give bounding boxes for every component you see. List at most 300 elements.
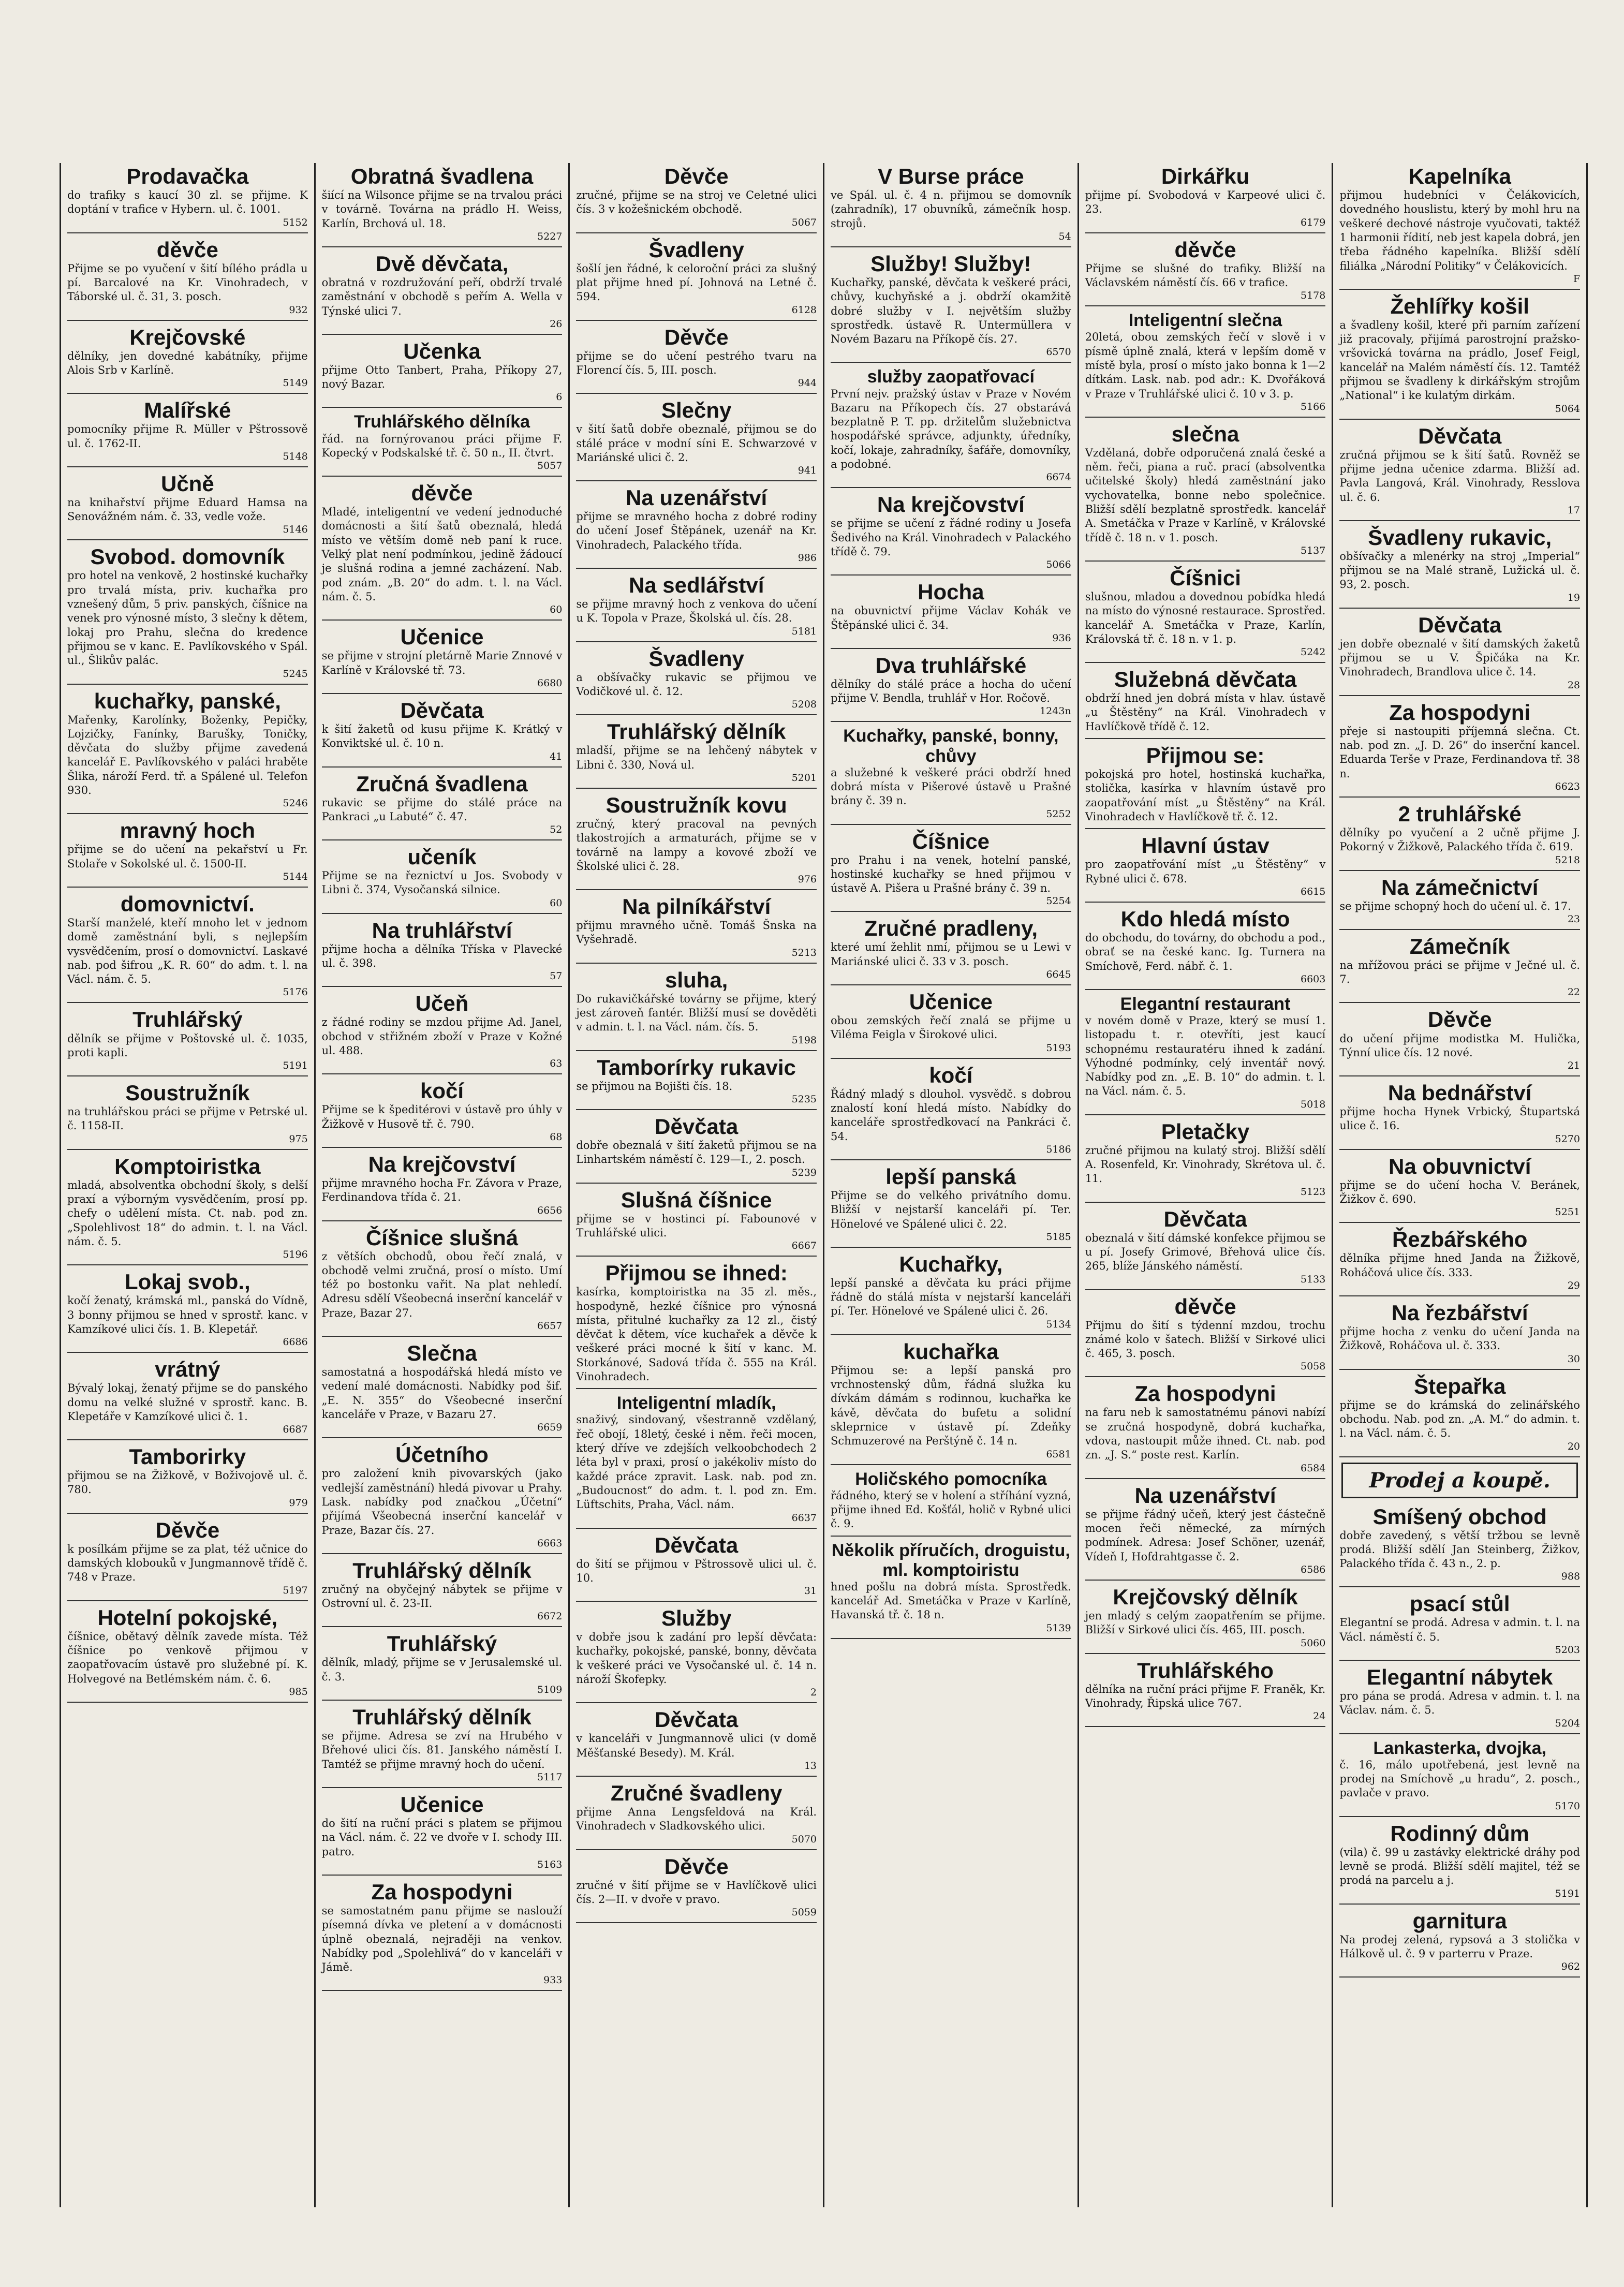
classified-ad (322, 1151, 563, 1221)
ad-text: Přijme se slušné do trafiky. Bližší na Václavském náměstí čís. 66 v trafice. (1085, 262, 1326, 289)
ad-text: pro pána se prodá. Adresa v admin. t. l. na Václav. nám. č. 5. (1339, 1690, 1581, 1717)
ad-text: Řádný mladý s dlouhol. vysvědč. s dobrou znalostí koní hledá místo. Nabídky do kanceláře sprostředkovací na Pankráci č. 54. (831, 1087, 1071, 1143)
ad-number: 6584 (1301, 1462, 1326, 1474)
ad-number: 30 (1567, 1353, 1581, 1365)
ad-text: kasírka, komptoiristka na 35 zl. měs., hospodyně, hezké číšnice pro výnosná místa, přitulné kuchařky za 12 zl., čistý děvčat k dětem, více kuchařek a děvče k veškeré práci mocné k šití v kanc. M. Storkánové, Sadová třída č. 555 na Král. Vinohradech. (576, 1286, 817, 1383)
ad-number: 5123 (1301, 1186, 1326, 1198)
ad-heading: Učně (160, 471, 214, 496)
classified-ad (1085, 993, 1326, 1115)
classified-ad (831, 1251, 1071, 1335)
classified-ad (576, 324, 817, 394)
ad-heading: Dvě děvčata, (375, 251, 509, 276)
ad-heading: Lokaj svob., (124, 1270, 250, 1294)
classified-ad (1085, 1657, 1326, 1728)
ad-text: dělníka přijme hned Janda na Žižkově, Roháčová ulice čís. 333. (1339, 1252, 1581, 1279)
ad-number: 5181 (791, 625, 817, 637)
ad-heading: kuchařka (903, 1339, 999, 1364)
classified-ad (576, 163, 817, 233)
classified-ad (1085, 666, 1326, 739)
ad-text: Do rukavičkářské továrny se přijme, který jest zároveň fantér. Bližší musí se dověděti v admin. t. l. na Václ. nám. čís. 5. (576, 992, 817, 1034)
ad-text: z řádné rodiny se mzdou přijme Ad. Janel, obchod v střižném zboží v Praze v Kožné ul. 488. (321, 1016, 563, 1057)
ad-heading: Na uzenářství (626, 485, 767, 510)
ad-number: 932 (289, 304, 308, 316)
ad-heading: Na truhlářství (372, 918, 512, 942)
ad-number: 979 (289, 1497, 308, 1509)
classified-ad (322, 1704, 563, 1788)
ad-number: 5139 (1046, 1622, 1071, 1634)
classified-ad (576, 572, 817, 642)
ad-number: 5070 (791, 1833, 817, 1845)
classified-ad (1085, 237, 1326, 307)
classified-ad (576, 1260, 817, 1389)
ad-heading: Děvče (1427, 1007, 1492, 1032)
ad-text: dělníky po vyučení a 2 učně přijme J. Pokorný v Žižkově, Palackého třída č. 619. (1339, 826, 1581, 853)
ad-number: 28 (1567, 679, 1581, 691)
ad-text: dělník se přijme v Poštovské ul. č. 1035, proti kapli. (67, 1032, 308, 1059)
ad-text: Přijme se na řeznictví u Jos. Svobody v Libni č. 374, Vysočanská silnice. (321, 869, 563, 896)
ad-heading: Učenice (400, 1792, 484, 1817)
column-4 (824, 163, 1079, 2207)
classified-ad (1339, 1300, 1580, 1370)
ad-number: 63 (550, 1058, 563, 1070)
classified-ad (1339, 1503, 1580, 1588)
ad-number: 13 (804, 1760, 817, 1772)
ad-number: 20 (1567, 1440, 1581, 1452)
ad-text: Přijmu do šití s týdenní mzdou, trochu známé kolo v šatech. Bližší v Sirkové ulici č. 465, 3. posch. (1085, 1319, 1326, 1360)
ad-number: 57 (550, 970, 563, 982)
ad-text: Mladé, inteligentní ve vedení jednoduché domácnosti a šití šatů obeznalá, hledá místo ve větším domě neb paní k ruce. Velký plat není podmínkou, jedině žádoucí je slušná rodina a jemné zacházení. Nab. pod znám. „B. 20“ do adm. t. l. na Václ. nám. č. 5. (321, 506, 563, 603)
classified-ad (67, 1604, 308, 1703)
ad-number: 5146 (283, 524, 308, 536)
ad-text: přijme Otto Tanbert, Praha, Příkopy 27, nový Bazar. (321, 363, 563, 391)
ad-number: 975 (289, 1133, 308, 1145)
ad-heading: Kdo hledá místo (1120, 906, 1290, 931)
ad-number: 5060 (1301, 1637, 1326, 1649)
ad-number: 976 (798, 874, 817, 886)
ad-number: 5109 (537, 1684, 563, 1696)
ad-number: 22 (1567, 986, 1581, 998)
classified-ad (1339, 163, 1580, 290)
classified-ad (831, 1540, 1071, 1639)
ad-number: 6645 (1046, 969, 1071, 981)
ad-text: mladší, přijme se na lehčený nábytek v Libni č. 330, Nová ul. (576, 744, 817, 771)
ad-heading: Učenice (909, 990, 993, 1014)
ad-text: Mařenky, Karolínky, Boženky, Pepičky, Lojzičky, Fanínky, Barušky, Toničky, děvčata do služby přijme zavedená kancelář E. Pavlíkovského v paláci hraběte Šlika, nároží Ferd. tř. a Spálené ul. Telefon 930. (67, 713, 308, 797)
classified-ad (322, 480, 563, 621)
classified-ad (576, 893, 817, 964)
ad-text: zručný, který pracoval na pevných tlakostrojích a armaturách, přijme se v továrně na lampy a kovové zboží ve Školské ulici č. 28. (576, 817, 817, 873)
classified-ad (67, 688, 308, 815)
ad-heading: Učenka (403, 338, 481, 363)
ad-text: do učení přijme modistka M. Hulička, Týnní ulice čís. 12 nové. (1339, 1032, 1581, 1059)
ad-text: zručné, přijme se na stroj ve Celetné ulici čís. 3 v kožešnickém obchodě. (576, 189, 817, 216)
classified-ad (67, 237, 308, 321)
classified-ad (831, 491, 1071, 576)
classified-ad (1085, 1380, 1326, 1479)
ad-heading: Svobod. domovník (90, 544, 285, 569)
ad-number: 29 (1567, 1279, 1581, 1291)
ad-text: přijme hocha z venku do učení Janda na Žižkově, Roháčova ul. č. 333. (1339, 1325, 1581, 1352)
ad-text: v kanceláři v Jungmannově ulici (v domě Měšťanské Besedy). M. Král. (576, 1732, 817, 1759)
classified-ad (67, 1006, 308, 1076)
ad-text: přijme hocha a dělníka Tříska v Plavecké ul. č. 398. (321, 942, 563, 970)
ad-text: 20letá, obou zemských řečí v slově i v písmě úplně znalá, která v lepším domě v místě byla, prosí o místo jako bonna k 1—2 dítkám. Lask. nab. pod adr.: K. Dvořáková v Praze v Truhlářské ulici č. 10 v 3. p. (1085, 331, 1326, 400)
ad-number: 6637 (791, 1512, 817, 1524)
classified-ad (1339, 1908, 1580, 1978)
classified-ad (1085, 1482, 1326, 1581)
classified-ad (67, 397, 308, 467)
ad-number: 2 (810, 1687, 817, 1699)
ad-number: 6128 (791, 304, 817, 316)
classified-ad (831, 988, 1071, 1059)
ad-text: mladá, absolventka obchodní školy, s delší praxí a výborným vysvědčením, prosí pp. chefy o udělení místa. Ct. nab. pod zn. „Spolehlivost 18“ do admin. t. l. na Václ. nám. č. 5. (67, 1178, 308, 1248)
classified-ad (1339, 933, 1580, 1004)
ad-text: přijme se v hostinci pí. Fabounové v Truhlářské ulici. (576, 1212, 817, 1239)
ad-heading: Děvčata (655, 1707, 739, 1732)
ad-text: obšívačky a mlenérky na stroj „Imperial“ přijmou se na Malé straně, Lužická ul. č. 93, 2. posch. (1339, 550, 1581, 591)
ad-number: 5148 (283, 450, 308, 462)
ad-number: 5186 (1046, 1143, 1071, 1155)
ad-text: jen mladý s celým zaopatřením se přijme. Bližší v Sirkové ulici čís. 465, III. posch. (1085, 1609, 1326, 1636)
classified-ad (67, 543, 308, 684)
ad-text: kočí ženatý, krámská ml., panská do Vídně, 3 bonny přijmou se hned v sprostř. kanc. v Kamzíkové ulici čís. 1. B. Klepetář. (67, 1294, 308, 1335)
ad-number: 5191 (1555, 1887, 1581, 1899)
ad-text: dělníky do stálé práce a hocha do učení přijme V. Bendla, truhlář v Hor. Ročově. (831, 677, 1071, 705)
ad-number: 5204 (1555, 1717, 1581, 1729)
ad-text: Elegantní se prodá. Adresa v admin. t. l. na Václ. náměstí č. 5. (1339, 1616, 1581, 1643)
ad-heading: Na bednářství (1387, 1081, 1532, 1105)
ad-heading: Tamborirky (129, 1444, 246, 1469)
ad-text: samostatná a hospodářská hledá místo ve vedení malé domácnosti. Nabídky pod šif. „E. N. 355“ do Všeobecné inserční kanceláře v Praze, v Bazaru 27. (321, 1366, 563, 1421)
ad-heading: sluha, (665, 967, 728, 992)
ad-text: Bývalý lokaj, ženatý přijme se do panského domu na velké služné v sprostř. kanc. B. Klepetáře v Kamzíkové ulici č. 1. (67, 1382, 308, 1423)
ad-number: 5252 (1046, 808, 1071, 820)
ad-text: zručné přijmou na kulatý stroj. Bližší sdělí A. Rosenfeld, Kr. Vinohrady, Skrétova ul. č. 11. (1085, 1144, 1326, 1185)
ad-heading: Děvčata (400, 698, 484, 722)
ad-text: se přijme se učení z řádné rodiny u Josefa Šedivého na Král. Vinohradech v Palackého třídě č. 79. (831, 517, 1071, 558)
ad-text: které umí žehlit nmí, přijmou se u Lewi v Mariánské ulici č. 33 v 3. posch. (831, 941, 1071, 968)
ad-number: 24 (1313, 1710, 1326, 1722)
ad-text: Starší manželé, kteří mnoho let v jednom domě zaměstnání byli, s nejlepším vysvědčením, prosí o domovnictví. Laskavé nab. pod šifrou „K. R. 60“ do adm. t. l. na Václ. nám. č. 5. (67, 917, 308, 986)
ad-heading: Truhlářský dělník (352, 1558, 532, 1583)
ad-text: zručná přijmou se k šití šatů. Rovněž se přijme jedna učenice zdarma. Bližší ad. Pavla Langová, Král. Vinohrady, Resslova ul. č. 6. (1339, 448, 1581, 504)
ad-number: 5067 (791, 216, 817, 228)
ad-text: obdrží hned jen dobrá místa v hlav. ústavě „u Štěstěny“ na Král. Vinohradech v Havlíčkově třídě č. 12. (1085, 692, 1326, 733)
ad-heading: Děvče (155, 1517, 220, 1542)
classified-ad (1339, 874, 1580, 930)
ad-text: do obchodu, do továrny, do obchodu a pod., obrať se na české kanc. Ig. Turnera na Smíchově, Ferd. nábř. č. 1. (1085, 931, 1326, 972)
classified-ad (67, 1356, 308, 1440)
classified-ad (1085, 742, 1326, 829)
ad-number: 52 (550, 824, 563, 836)
ad-heading: Krejčovské (129, 324, 246, 349)
ad-number: 23 (1567, 913, 1581, 925)
ad-number: 6623 (1555, 780, 1581, 792)
ad-heading: Učeň (415, 991, 469, 1016)
ad-heading: Truhlářského (1137, 1658, 1274, 1683)
classified-ad (67, 1153, 308, 1266)
ad-heading: Číšnice slušná (365, 1225, 519, 1250)
ad-text: ve Spál. ul. č. 4 n. přijmou se domovník (zahradník), 17 obuvníků, zámečník hosp. strojů. (831, 189, 1071, 230)
ad-heading: Děvčata (655, 1532, 739, 1557)
classified-ad (576, 792, 817, 890)
ad-heading: Děvčata (1418, 423, 1502, 448)
ad-heading: služby zaopatřovací (867, 367, 1035, 387)
ad-heading: V Burse práce (878, 164, 1024, 188)
classified-ad (322, 163, 563, 247)
classified-ad (322, 1879, 563, 1991)
ad-text: a obšívačky rukavic se přijmou ve Vodičkové ul. č. 12. (576, 671, 817, 698)
classified-ad (576, 237, 817, 321)
ad-number: 5176 (283, 986, 308, 998)
ad-text: do šití se přijmou v Pštrossově ulici ul. č. 10. (576, 1557, 817, 1584)
ad-heading: Děvče (664, 324, 729, 349)
classified-ad (1085, 1293, 1326, 1378)
ad-number: 988 (1561, 1571, 1581, 1583)
ad-number: 60 (550, 897, 563, 909)
ad-text: do trafiky s kaucí 30 zl. se přijme. K doptání v trafice v Hybern. ul. č. 1001. (67, 189, 308, 216)
ad-heading: Za hospodyni (1134, 1381, 1276, 1406)
ad-heading: Inteligentní mladík, (616, 1393, 776, 1413)
classified-ad (1085, 565, 1326, 663)
classified-ad (1339, 699, 1580, 798)
ad-text: dělníka na ruční práci přijme F. Franěk, Kr. Vinohrady, Řipská ulice 767. (1085, 1683, 1326, 1709)
ad-text: přijme se do učení na pekařství u Fr. Stolaře v Sokolské ul. č. 1500-II. (67, 843, 308, 870)
ad-number: 5196 (283, 1249, 308, 1261)
ad-heading: Služebná děvčata (1114, 667, 1297, 692)
ad-text: přijme hocha Hynek Vrbický, Štupartská ulice č. 16. (1339, 1105, 1581, 1132)
ad-heading: Slečny (661, 398, 732, 423)
ad-heading: Na uzenářství (1134, 1483, 1276, 1508)
ad-number: 5197 (283, 1584, 308, 1596)
ad-text: na truhlářskou práci se přijme v Petrské ul. č. 1158-II. (67, 1105, 308, 1132)
ad-heading: Děvčata (1163, 1206, 1247, 1231)
ad-text: řád. na fornýrovanou práci přijme F. Kopecký v Podskalské tř. č. 50 n., II. čtvrt. (321, 432, 563, 459)
ad-text: přeje si nastoupiti příjemná slečna. Ct. nab. pod zn. „J. D. 26“ do inserční kancel. Eduarda Terše v Praze, Ferdinandova tř. 38 n. (1339, 725, 1581, 780)
ad-heading: Soustružník kovu (606, 792, 787, 817)
ad-heading: Hlavní ústav (1141, 833, 1269, 858)
ad-heading: Truhlářský dělník (607, 719, 786, 744)
classified-ad (1339, 1080, 1580, 1150)
classified-ad (831, 1468, 1071, 1537)
classified-ad (576, 397, 817, 481)
ad-number: F (1573, 273, 1581, 285)
classified-ad (67, 1443, 308, 1514)
classified-ad (67, 1517, 308, 1601)
classified-ad (322, 697, 563, 768)
ad-text: zručný na obyčejný nábytek se přijme v Ostrovní ul. č. 23-II. (321, 1583, 563, 1610)
ad-heading: Služby (661, 1606, 732, 1631)
ad-text: dělník, mladý, přijme se v Jerusalemské ul. č. 3. (321, 1656, 563, 1683)
classified-ad (576, 718, 817, 789)
ad-text: přijme pí. Svobodová v Karpeové ulici č. 23. (1085, 189, 1326, 216)
classified-ad (576, 484, 817, 569)
classified-ad (1339, 1006, 1580, 1076)
ad-text: se přijme. Adresa se zví na Hrubého v Břehové ulici čís. 81. Janského náměstí I. Tamtéž se přijme mravný hoch do učení. (321, 1730, 563, 1770)
ad-number: 21 (1567, 1060, 1581, 1072)
ad-heading: Truhlářského dělníka (353, 412, 530, 432)
ad-heading: Obratná švadlena (350, 164, 534, 188)
classified-ad (322, 624, 563, 694)
ad-number: 5137 (1301, 544, 1326, 556)
ad-number: 5246 (283, 798, 308, 809)
ad-heading: Dva truhlářské (875, 653, 1027, 677)
ad-heading: Slečna (407, 1341, 477, 1366)
classified-ad (1339, 1820, 1580, 1905)
classified-ad (1339, 1153, 1580, 1223)
ad-heading: učeník (407, 845, 477, 869)
ad-heading: Elegantní restaurant (1120, 994, 1291, 1014)
ad-number: 31 (804, 1585, 817, 1597)
ad-number: 985 (289, 1686, 308, 1698)
ad-number: 6615 (1301, 886, 1326, 897)
ad-text: na mřížovou práci se přijme v Ječné ul. č. 7. (1339, 958, 1581, 986)
ad-heading: Švadleny rukavic, (1368, 525, 1552, 550)
ad-number: 6 (556, 391, 563, 403)
ad-heading: Kuchařky, panské, bonny, chůvy (843, 726, 1059, 766)
classified-ad (1339, 1590, 1580, 1661)
ad-heading: Přijmou se: (1146, 743, 1265, 768)
ad-number: 6667 (791, 1240, 817, 1252)
ad-heading: Děvčata (655, 1114, 739, 1139)
ad-heading: Číšnici (1170, 565, 1241, 590)
ad-number: 986 (798, 552, 817, 564)
ad-number: 6570 (1046, 346, 1071, 358)
classified-ad (831, 1062, 1071, 1160)
ad-heading: Číšnice (912, 829, 990, 853)
ad-number: 5117 (537, 1771, 563, 1783)
ad-number: 5018 (1301, 1098, 1326, 1110)
ad-number: 5066 (1046, 559, 1071, 571)
ad-text: Přijme se po vyučení v šití bílého prádla u pí. Barcalové na Kr. Vinohradech, v Táborské ul. č. 31, 3. posch. (67, 262, 308, 303)
ad-heading: Na pilníkářství (622, 894, 771, 919)
classified-ad (576, 1392, 817, 1528)
ad-text: na obuvnictví přijme Václav Kohák ve Štěpánské ulici č. 34. (831, 604, 1071, 631)
classified-ad (67, 163, 308, 233)
classified-ad (322, 1078, 563, 1148)
ad-text: přijme Anna Lengsfeldová na Král. Vinohradech v Sladkovského ulici. (576, 1806, 817, 1833)
ad-heading: Švadleny (648, 646, 744, 671)
ad-heading: děvče (411, 481, 473, 506)
ad-text: Vzdělaná, dobře odporučená znalá české a něm. řeči, piana a ruč. prací (absolventka učitelské školy) hledá zaměstnání jako vychovatelka, bonne nebo společnice. Bližší sdělí bezplatně sprostředk. kancelář A. Smetáčka v Praze v Karlíně, v Královské třídě č. 18 n. v 1. posch. (1085, 446, 1326, 544)
ad-number: 26 (550, 318, 563, 330)
ad-text: jen dobře obeznalé v šití damských žaketů přijmou se u V. Špičáka na Kr. Vinohradech, Brandlova ulice č. 14. (1339, 637, 1581, 678)
ad-text: přijme se do učení hocha V. Beránek, Žižkov č. 690. (1339, 1178, 1581, 1206)
ad-text: z větších obchodů, obou řečí znalá, v obchodě velmi zručná, prosí o místo. Umí též po bostonku vařit. Na plat nehledí. Adresu sdělí Všeobecná inserční kancelář v Praze, Bazar 27. (321, 1250, 563, 1319)
classified-ad (67, 817, 308, 888)
ad-text: a švadleny košil, které při parním zařízení již pracovaly, přijímá parostrojní pražsko-vršovická továrna na prádlo, Josef Feigl, kancelář na Malém náměstí čís. 12. Tamtéž přijmou se švadleny k dirkářským strojům „National“ i ke kulatým dirkám. (1339, 318, 1581, 402)
classified-ad (576, 1780, 817, 1850)
ad-heading: Švadleny (648, 237, 744, 262)
ad-number: 41 (550, 750, 563, 762)
ad-heading: Kapelníka (1408, 164, 1511, 188)
classified-ad (831, 725, 1071, 824)
ad-text: se samostatném panu přijme se naslouží písemná dívka ve pletení a v domácnosti úplně obeznalá, nejraději na venkov. Nabídky pod „Spolehlivá“ do v kanceláři v Jámě. (321, 1904, 563, 1974)
ad-number: 5152 (283, 216, 308, 228)
ad-number: 1243n (1040, 705, 1071, 717)
ad-heading: Smíšený obchod (1372, 1504, 1547, 1529)
ad-heading: Soustružník (125, 1081, 250, 1105)
ad-text: dobře zavedený, s větší tržbou se levně prodá. Bližší sdělí Jan Steinberg, Žižkov, Palackého třída č. 43 n., 2. p. (1339, 1529, 1581, 1570)
ad-text: a služebné k veškeré práci obdrží hned dobrá místa v Pišerové ústavě u Prašné brány č. 39 n. (831, 766, 1071, 807)
ad-text: pro Prahu i na venek, hotelní panské, hostinské kuchařky se hned přijmou v ústavě A. Pišera u Prašné brány č. 39 n. (831, 853, 1071, 895)
ad-heading: Zručná švadlena (356, 771, 528, 796)
ad-text: hned pošlu na dobrá místa. Sprostředk. kancelář Ad. Smetáčka v Praze v Karlíně, Havanská tř. č. 18 n. (831, 1580, 1071, 1621)
ad-number: 17 (1567, 504, 1581, 516)
ad-number: 6674 (1046, 471, 1071, 483)
classified-ad (1339, 1737, 1580, 1817)
ad-text: šiící na Wilsonce přijme se na trvalou práci v továrně. Továrna na prádlo H. Weiss, Karlín, Brchová ul. 18. (321, 189, 563, 230)
section-header-box: Prodej a koupě. (1341, 1463, 1578, 1498)
ad-number: 6687 (283, 1424, 308, 1436)
classified-ad (1339, 1664, 1580, 1734)
ad-heading: Krejčovský dělník (1113, 1584, 1298, 1609)
ad-heading: Zručné švadleny (610, 1780, 783, 1805)
ad-heading: Na zámečnictví (1381, 875, 1539, 899)
ad-text: (vila) č. 99 u zastávky elektrické dráhy pod levně se prodá. Bližší sdělí majitel, též se prodá na parcelu a j. (1339, 1846, 1581, 1887)
ad-text: na faru neb k samostatnému pánovi nabízí se zručná hospodyně, dobrá kuchařka, vdova, nastoupit může ihned. Ct. nab. pod zn. „J. S.“ poste rest. Karlín. (1085, 1406, 1326, 1462)
classified-ad (831, 1163, 1071, 1248)
ad-text: č. 16, málo upotřebená, jest levně na prodej na Smíchově „u hradu“, 2. posch., pavlače v pravo. (1339, 1758, 1581, 1799)
ad-text: První nejv. pražský ústav v Praze v Novém Bazaru na Příkopech čís. 27 obstarává bezplatně P. T. pp. držitelům služebnictva hospodářské správce, adjunkty, úředníky, kočí, lokaje, zahradníky, šafáře, domovníky, a podobné. (831, 387, 1071, 470)
ad-heading: Zručné pradleny, (864, 916, 1038, 941)
ad-number: 19 (1567, 592, 1581, 603)
ad-text: snaživý, sindovaný, všestranně vzdělaný, řeč obojí, 18letý, české i něm. řeči mocen, který dříve ve zdejších velkoobchodech 2 léta byl v praxi, prosí o jakékoliv místo do každé práce zpravit. Lask. nab. pod zn. „Budoucnost“ do adm. t. l. pod zn. Em. Lüftschits, Praha, Václ. nám. (576, 1413, 817, 1511)
ad-number: 962 (1561, 1961, 1581, 1973)
ad-number: 5178 (1301, 290, 1326, 302)
ad-number: 6656 (537, 1204, 563, 1216)
classified-ad (322, 1557, 563, 1628)
classified-ad (831, 579, 1071, 649)
ad-number: 68 (550, 1131, 563, 1143)
ad-number: 5254 (1046, 895, 1071, 907)
ad-text: přijmou hudebníci v Čelákovicích, dovedného houslistu, který by mohl hru na veškeré dechové nástroje vyučovati, taktéž 1 harmonii řídití, neb jest kapela dobrá, jen třeba řádného kapelníka. Bližší sdělí filiálka „Národní Politiky“ v Čelákovicích. (1339, 189, 1581, 272)
classified-ad (1339, 801, 1580, 871)
ad-number: 60 (550, 604, 563, 616)
ad-number: 5166 (1301, 401, 1326, 412)
ad-text: rukavic se přijme do stálé práce na Pankraci „u Labuté“ č. 47. (321, 796, 563, 823)
ad-number: 5242 (1301, 646, 1326, 658)
classified-ad (576, 1853, 817, 1924)
classified-ad (1339, 612, 1580, 696)
ad-text: v šití šatů dobře obeznalé, přijmou se do stálé práce v modní síni E. Schwarzové v Mariánské ulici č. 2. (576, 423, 817, 464)
classified-ad (67, 891, 308, 1004)
classified-ad (576, 967, 817, 1051)
ad-heading: kuchařky, panské, (94, 688, 281, 713)
ad-heading: Na obuvnictví (1389, 1154, 1531, 1178)
ad-heading: Prodavačka (126, 164, 249, 188)
ad-heading: 2 truhlářské (1398, 801, 1522, 826)
ad-heading: Kuchařky, (899, 1251, 1003, 1276)
ad-heading: kočí (929, 1063, 973, 1087)
ad-heading: Na sedlářství (628, 573, 764, 598)
classified-ad (576, 645, 817, 716)
ad-heading: Účetního (395, 1442, 489, 1467)
classified-ad (322, 250, 563, 335)
ad-heading: Zámečník (1409, 934, 1510, 958)
classified-ad (1085, 906, 1326, 990)
classified-ad (322, 990, 563, 1074)
ad-text: dobře obeznalá v šití žaketů přijmou se na Linhartském náměstí č. 129—I., 2. posch. (576, 1139, 817, 1166)
classified-ad (831, 652, 1071, 722)
ad-heading: lepší panská (885, 1164, 1016, 1189)
ad-text: číšnice, obětavý dělník zavede místa. Též číšnice po venkově přijmou v zaopatřovacím ústavě pro služebné pí. K. Holvegové na Betlémském nám. č. 6. (67, 1630, 308, 1685)
classified-ad (576, 1532, 817, 1602)
classified-ad (1339, 423, 1580, 521)
ad-number: 5064 (1555, 403, 1581, 415)
ad-number: 6657 (537, 1320, 563, 1332)
classified-ad (1085, 309, 1326, 418)
